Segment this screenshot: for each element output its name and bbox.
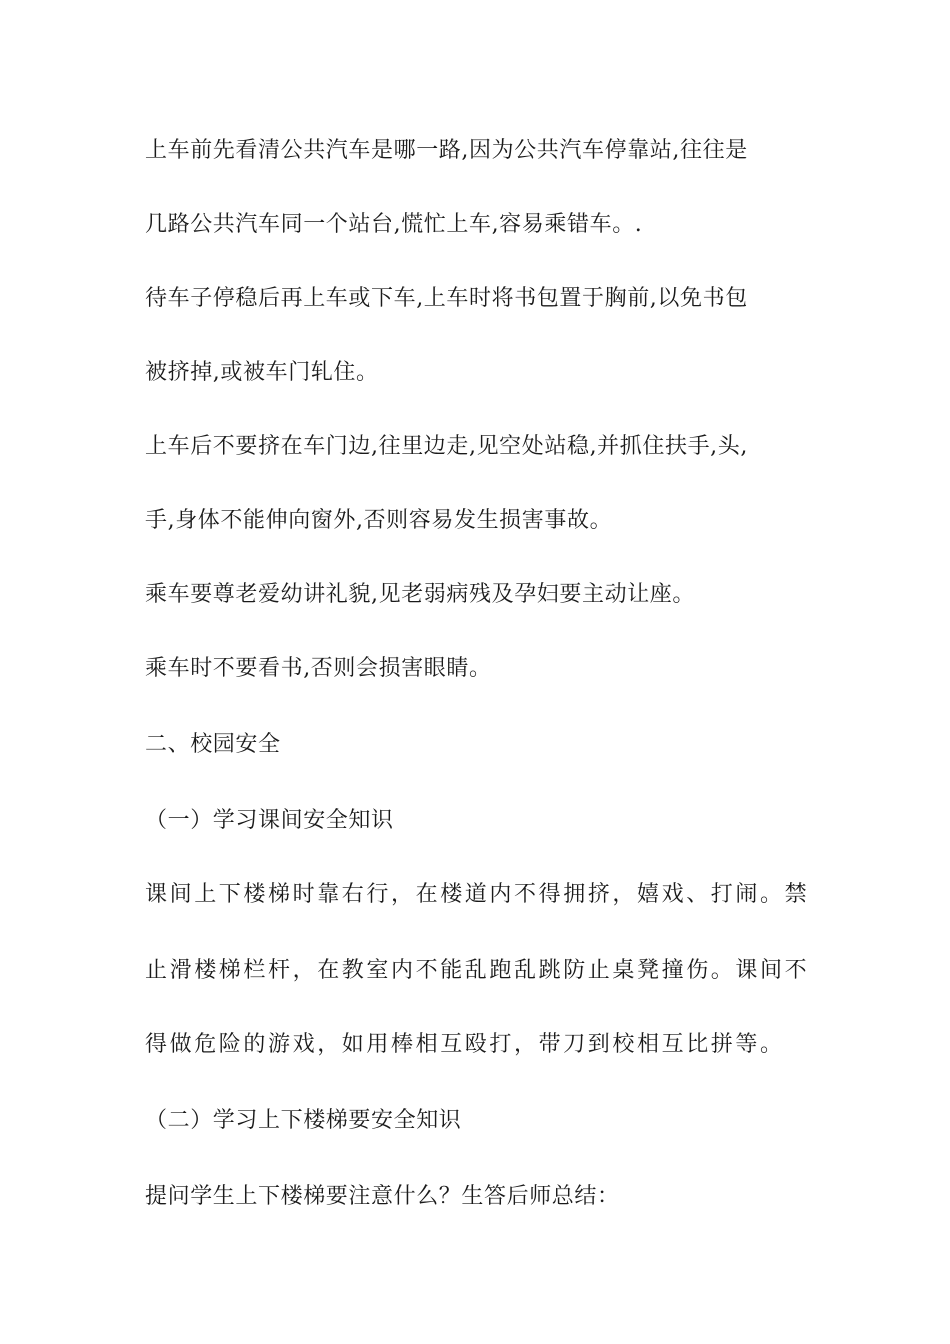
subsection-heading: （二）学习上下楼梯要安全知识 [145,1108,462,1133]
paragraph-line: 被挤掉,或被车门轧住。 [145,360,379,385]
paragraph-line: 上车前先看清公共汽车是哪一路,因为公共汽车停靠站,往往是 [145,138,748,163]
paragraph-line: 乘车时不要看书,否则会损害眼睛。 [145,656,492,681]
paragraph-line: 手,身体不能伸向窗外,否则容易发生损害事故。 [145,508,613,533]
paragraph-line: 课间上下楼梯时靠右行，在楼道内不得拥挤，嬉戏、打闹。禁 [145,882,810,907]
paragraph-line: 几路公共汽车同一个站台,慌忙上车,容易乘错车。. [145,212,643,237]
subsection-heading: （一）学习课间安全知识 [145,808,394,833]
section-heading: 二、校园安全 [145,732,281,757]
paragraph-line: 乘车要尊老爱幼讲礼貌,见老弱病残及孕妇要主动让座。 [145,582,695,607]
paragraph-line: 止滑楼梯栏杆，在教室内不能乱跑乱跳防止桌凳撞伤。课间不 [145,958,810,983]
paragraph-line: 上车后不要挤在车门边,往里边走,见空处站稳,并抓住扶手,头, [145,434,748,459]
paragraph-line: 待车子停稳后再上车或下车,上车时将书包置于胸前,以免书包 [145,286,748,311]
paragraph-line: 提问学生上下楼梯要注意什么？生答后师总结： [145,1184,620,1209]
paragraph-line: 得做危险的游戏，如用棒相互殴打，带刀到校相互比拼等。 [145,1032,785,1057]
